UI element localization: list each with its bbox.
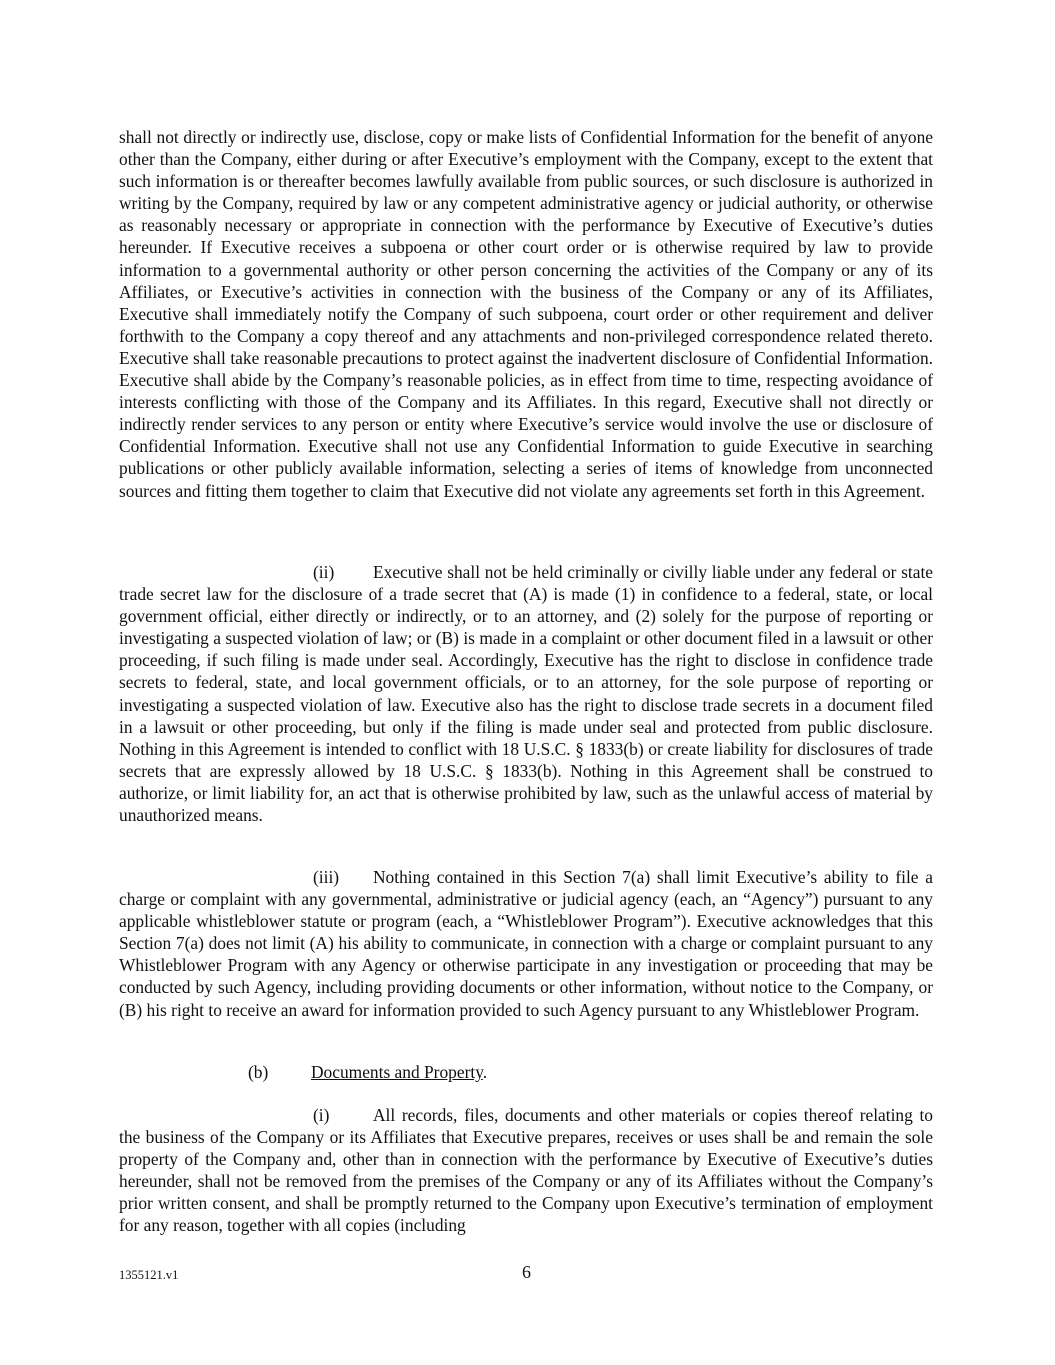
paragraph-confidential-info (119, 126, 933, 502)
section-title-period: . (482, 1062, 488, 1082)
paragraph-number: (iii) (313, 867, 340, 887)
page-number: 6 (522, 1262, 531, 1282)
section-label: (b) (248, 1062, 269, 1082)
paragraph-text: All records, files, documents and other materials or copies thereof relating to the business of the Company or its Affiliates that Executive prepares, receives or uses shall be and remain the sole property of the Company and, other than in connection with the performance by Executive of Executive’s duties hereunder, shall not be removed from the premises of the Company or any of its Affiliates without the Company’s prior written consent, and shall be promptly returned to the Company upon Executive’s termination of employment for any reason, together with all copies (including (119, 1105, 933, 1236)
section-title: Documents and Property (311, 1062, 483, 1082)
section-heading-documents-property (248, 1061, 487, 1083)
paragraph-number: (i) (313, 1105, 330, 1125)
paragraph-text: shall not directly or indirectly use, disclose, copy or make lists of Confidential Information for the benefit of anyone other than the Company, either during or after Executive’s employment with the Company, except to the extent that such information is or thereafter becomes lawfully available from public sources, or such disclosure is authorized in writing by the Company, required by law or any competent administrative agency or judicial authority, or otherwise as reasonably necessary or appropriate in connection with the performance by Executive of Executive’s duties hereunder. If Executive receives a subpoena or other court order or is otherwise required by law to provide information to a governmental authority or other person concerning the activities of the Company or any of its Affiliates, or Executive’s activities in connection with the business of the Company or any of its Affiliates, Executive shall immediately notify the Company of such subpoena, court order or other requirement and deliver forthwith to the Company a copy thereof and any attachments and non-privileged correspondence related thereto. Executive shall take reasonable precautions to protect against the inadvertent disclosure of Confidential Information. Executive shall abide by the Company’s reasonable policies, as in effect from time to time, respecting avoidance of interests conflicting with those of the Company and its Affiliates. In this regard, Executive shall not directly or indirectly render services to any person or entity where Executive’s service would involve the use or disclosure of Confidential Information. Executive shall not use any Confidential Information to guide Executive in searching publications or other publicly available information, selecting a series of items of knowledge from unconnected sources and fitting them together to claim that Executive did not violate any agreements set forth in this Agreement. (119, 127, 933, 501)
paragraph-ii-trade-secret (119, 561, 933, 826)
document-id: 1355121.v1 (119, 1268, 179, 1282)
paragraph-text: Nothing contained in this Section 7(a) shall limit Executive’s ability to file a charge or complaint with any governmental, administrative or judicial agency (each, an “Agency”) pursuant to any applicable whistleblower statute or program (each, a “Whistleblower Program”). Executive acknowledges that this Section 7(a) does not limit (A) his ability to communicate, in connection with a charge or complaint pursuant to any Whistleblower Program with any Agency or otherwise participate in any investigation or proceeding that may be conducted by such Agency, including providing documents or other information, without notice to the Company, or (B) his right to receive an award for information provided to such Agency pursuant to any Whistleblower Program. (119, 867, 933, 1020)
paragraph-iii-whistleblower (119, 866, 933, 1021)
paragraph-text: Executive shall not be held criminally or civilly liable under any federal or state trade secret law for the disclosure of a trade secret that (A) is made (1) in confidence to a federal, state, or local government official, either directly or indirectly, or to an attorney, and (2) solely for the purpose of reporting or investigating a suspected violation of law; or (B) is made in a complaint or other document filed in a lawsuit or other proceeding, if such filing is made under seal. Accordingly, Executive has the right to disclose in confidence trade secrets to federal, state, and local government officials, or to an attorney, for the sole purpose of reporting or investigating a suspected violation of law. Executive also has the right to disclose trade secrets in a document filed in a lawsuit or other proceeding, but only if the filing is made under seal and protected from public disclosure. Nothing in this Agreement is intended to conflict with 18 U.S.C. § 1833(b) or create liability for disclosures of trade secrets that are expressly allowed by 18 U.S.C. § 1833(b). Nothing in this Agreement shall be construed to authorize, or limit liability for, an act that is otherwise prohibited by law, such as the unlawful access of material by unauthorized means. (119, 562, 933, 826)
paragraph-number: (ii) (313, 562, 335, 582)
paragraph-i-records (119, 1104, 933, 1237)
